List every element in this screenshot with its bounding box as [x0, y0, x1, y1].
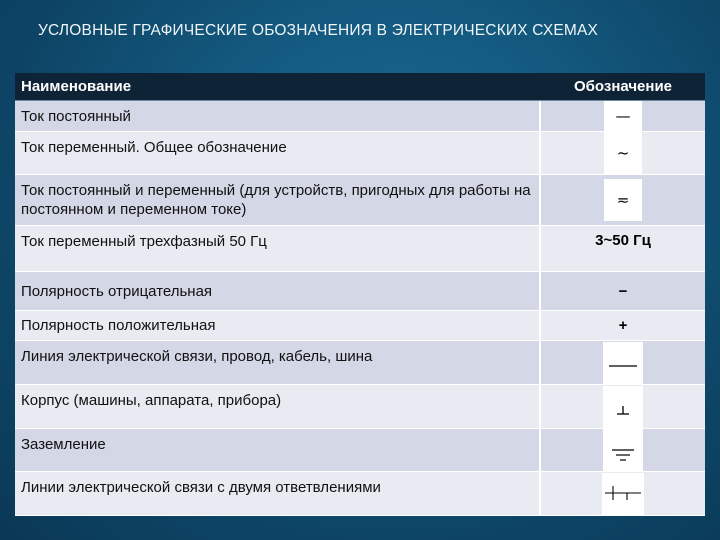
row-name: Ток переменный. Общее обозначение — [15, 132, 541, 175]
row-symbol — [541, 272, 705, 311]
symbol-dc: — — [604, 101, 642, 131]
row-name: Ток постоянный — [15, 101, 541, 132]
row-symbol — [541, 311, 705, 341]
line-icon — [603, 342, 643, 384]
table-row — [15, 385, 705, 429]
table-row — [15, 226, 705, 272]
row-name: Линии электрической связи с двумя ответвлениями — [15, 472, 541, 516]
header-name: Наименование — [15, 73, 541, 101]
chassis-icon — [603, 386, 643, 428]
row-name: Ток постоянный и переменный (для устройств, пригодных для работы на постоянном и переменном токе) — [15, 175, 541, 226]
table-row — [15, 101, 705, 132]
row-symbol — [541, 429, 705, 472]
row-name: Полярность отрицательная — [15, 272, 541, 311]
table-row — [15, 472, 705, 516]
symbol-negative: − — [618, 282, 628, 300]
table-header-row — [15, 73, 705, 101]
row-name: Ток переменный трехфазный 50 Гц — [15, 226, 541, 272]
row-name: Корпус (машины, аппарата, прибора) — [15, 385, 541, 429]
row-symbol — [541, 226, 705, 272]
symbol-ac-dc: ≂ — [604, 179, 642, 221]
table-row — [15, 132, 705, 175]
row-symbol — [541, 341, 705, 385]
table-row — [15, 341, 705, 385]
table-row — [15, 175, 705, 226]
symbols-table — [15, 73, 705, 516]
header-symbol: Обозначение — [541, 73, 705, 101]
row-name: Полярность положительная — [15, 311, 541, 341]
ground-icon — [603, 429, 643, 471]
table-row — [15, 311, 705, 341]
row-symbol — [541, 175, 705, 226]
row-symbol — [541, 385, 705, 429]
branch-lines-icon — [602, 473, 644, 515]
row-name: Заземление — [15, 429, 541, 472]
row-symbol — [541, 472, 705, 516]
symbol-three-phase: 3~50 Гц — [595, 232, 651, 249]
symbol-positive: + — [618, 317, 628, 334]
page-title: УСЛОВНЫЕ ГРАФИЧЕСКИЕ ОБОЗНАЧЕНИЯ В ЭЛЕКТРИЧЕСКИХ СХЕМАХ — [38, 22, 599, 39]
table-row — [15, 272, 705, 311]
row-name: Линия электрической связи, провод, кабель, шина — [15, 341, 541, 385]
row-symbol — [541, 101, 705, 132]
symbol-ac: ~ — [604, 132, 642, 174]
row-symbol — [541, 132, 705, 175]
table-row — [15, 429, 705, 472]
